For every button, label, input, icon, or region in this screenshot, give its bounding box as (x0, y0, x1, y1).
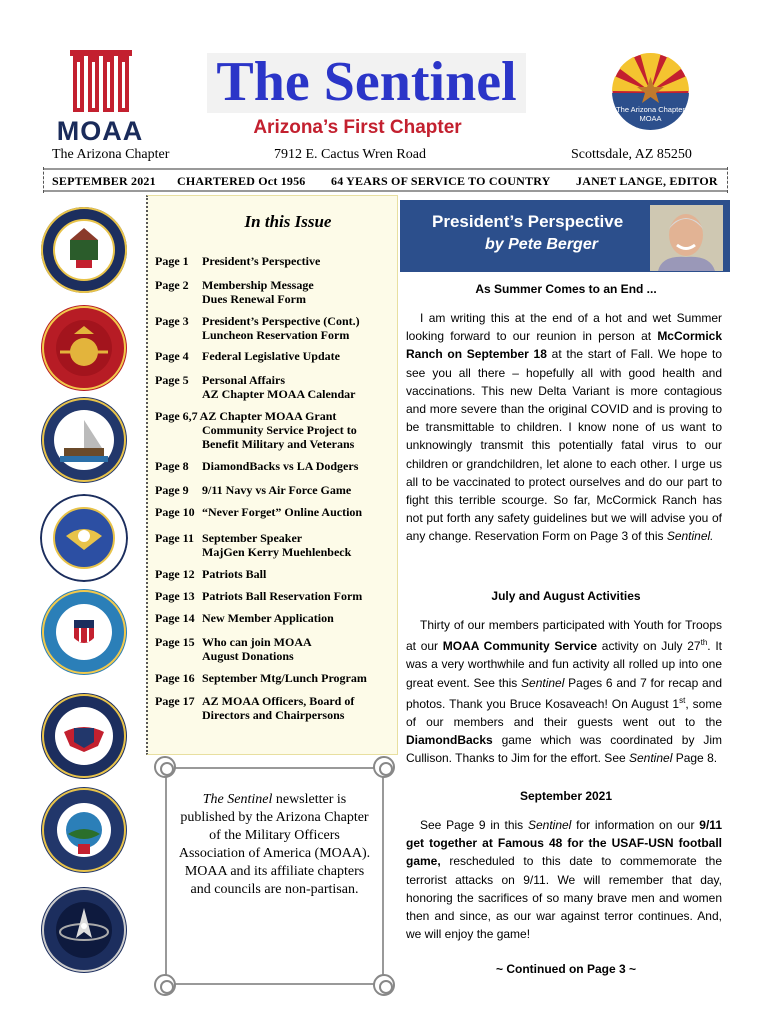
article-paragraph: Thirty of our members participated with Youth for Troops at our MOAA Community Service activity on July 27th. It was a very worthwhile and fun activity all rolled up into one great event. See this Sentinel Pages 6 and 7 for recap and photos. Thank you Bruce Kosaveach! On August 1st, some of our members and their guests went out to the DiamondBacks game which was coordinated by Jim Cullison. Thanks to Jim for the effort. See Sentinel Page 8. (406, 618, 723, 766)
continued-note: ~ Continued on Page 3 ~ (495, 962, 637, 976)
issue-info-bar (43, 168, 728, 192)
marine-corps-seal (40, 304, 128, 392)
section-heading: September 2021 (519, 789, 613, 803)
toc-item: Page 13 Patriots Ball Reservation Form (155, 589, 363, 603)
frame-corner-ornament (154, 756, 176, 778)
section-heading: As Summer Comes to an End ... (475, 282, 657, 296)
issue-date: SEPTEMBER 2021 (52, 174, 156, 188)
frame-corner-ornament (154, 974, 176, 996)
toc-item: Page 17 AZ MOAA Officers, Board of Directors and Chairpersons (155, 694, 355, 722)
chapter-address: 7912 E. Cactus Wren Road (274, 147, 426, 162)
presidents-perspective-author: by Pete Berger (485, 236, 598, 253)
in-this-issue-box (146, 195, 398, 755)
space-force-seal (40, 886, 128, 974)
toc-item: Page 8 DiamondBacks vs LA Dodgers (155, 459, 359, 473)
years-of-service: 64 YEARS OF SERVICE TO COUNTRY (331, 174, 551, 188)
article-paragraph: See Page 9 in this Sentinel for information on our 9/11 get together at Famous 48 for the USAF-USN football game, rescheduled to this date to commemorate the terrorist attacks on 9/11. We will remember that day, honoring the sacrifices of so many brave men and women then and since, as our war against terror continues. And, we will enjoy the game! (406, 818, 722, 942)
section-heading: July and August Activities (491, 589, 641, 603)
toc-item: Page 5 Personal Affairs AZ Chapter MOAA Calendar (155, 373, 356, 401)
navy-seal (40, 396, 128, 484)
arizona-chapter-seal (612, 53, 689, 130)
army-seal (40, 206, 128, 294)
notice-text: The Sentinel newsletter is published by the Arizona Chapter of the Military Officers Association of America (MOAA). MOAA and its affiliate chapters and councils are non-partisan. (178, 792, 371, 897)
air-force-seal (40, 494, 128, 582)
editor-name: JANET LANGE, EDITOR (576, 174, 718, 188)
newsletter-title-box (207, 53, 526, 113)
coast-guard-seal (40, 588, 128, 676)
frame-corner-ornament (373, 756, 395, 778)
chartered-date: CHARTERED Oct 1956 (177, 174, 306, 188)
seal-caption-line2: MOAA (639, 114, 662, 123)
chapter-subtitle: Arizona’s First Chapter (253, 117, 462, 138)
seal-caption-line1: The Arizona Chapter (616, 105, 685, 114)
toc-item: Page 12 Patriots Ball (155, 567, 267, 581)
non-partisan-notice (153, 755, 396, 997)
in-this-issue-title: In this Issue (244, 212, 332, 231)
chapter-city: Scottsdale, AZ 85250 (571, 147, 692, 162)
toc-item: Page 15 Who can join MOAA August Donations (155, 635, 312, 663)
toc-item: Page 16 September Mtg/Lunch Program (155, 671, 367, 685)
toc-item: Page 4 Federal Legislative Update (155, 349, 340, 363)
toc-item: Page 6,7 AZ Chapter MOAA Grant Community Service Project to Benefit Military and Veterans (155, 409, 357, 451)
frame-corner-ornament (373, 974, 395, 996)
moaa-logo-text: MOAA (56, 116, 144, 146)
toc-item: Page 10 “Never Forget” Online Auction (155, 505, 363, 519)
noaa-commissioned-corps-seal (40, 786, 128, 874)
toc-item: Page 9 9/11 Navy vs Air Force Game (155, 483, 352, 497)
chapter-name: The Arizona Chapter (52, 147, 170, 162)
article-paragraph: I am writing this at the end of a hot and wet Summer looking forward to our reunion in person at McCormick Ranch on September 18 at the start of Fall. We hope to see you all there – hopefully all with good health and vaccinations. This new Delta Variant is more contagious and more severe than the original COVID and is proving to be transmittable to children. I know none of us want to unknowingly transmit this potentially fatal virus to our children or grandchildren, let alone to each other. I urge us all to be vaccinated to protect ourselves and do our part to fight this terrible scourge. So far, McCormick Ranch has not put forth any safety guidelines but we will advise you of any change. Reservation Form on Page 3 of this Sentinel. (406, 311, 722, 544)
toc-item: Page 11 September Speaker MajGen Kerry Muehlenbeck (155, 531, 352, 559)
toc-item: Page 2 Membership Message Dues Renewal Form (155, 278, 314, 306)
toc-item: Page 3 President’s Perspective (Cont.) Luncheon Reservation Form (155, 314, 360, 342)
toc-item: Page 14 New Member Application (155, 611, 334, 625)
usphs-commissioned-corps-seal (40, 692, 128, 780)
toc-item: Page 1 President’s Perspective (155, 254, 321, 268)
president-photo (650, 205, 723, 271)
presidents-perspective-title: President’s Perspective (432, 212, 624, 231)
newsletter-title: The Sentinel (216, 51, 517, 113)
